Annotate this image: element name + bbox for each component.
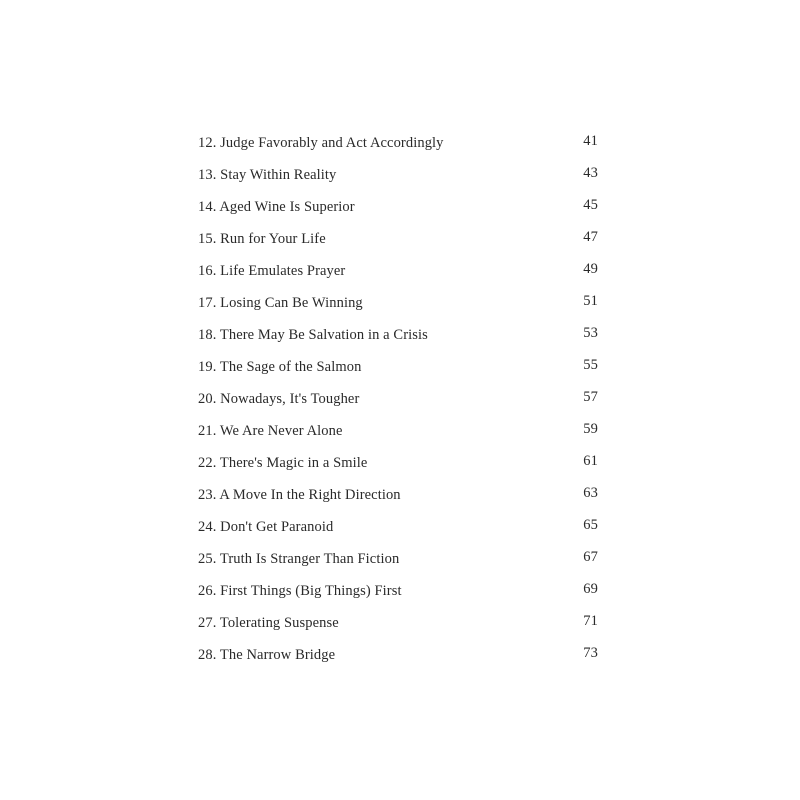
toc-entry [198, 517, 608, 549]
toc-entry-title: 20. Nowadays, It's Tougher [198, 391, 360, 407]
toc-entry-page-number: 65 [583, 517, 598, 533]
toc-entry [198, 549, 608, 581]
toc-entry-page-number: 47 [583, 229, 598, 245]
toc-entry-page-number: 67 [583, 549, 598, 565]
toc-entry [198, 581, 608, 613]
toc-entry-page-number: 73 [583, 645, 598, 661]
toc-entry-page-number: 71 [583, 613, 598, 629]
toc-entry-page-number: 63 [583, 485, 598, 501]
toc-entry-title: 16. Life Emulates Prayer [198, 263, 346, 279]
toc-entry-page-number: 43 [583, 165, 598, 181]
toc-entry-page-number: 57 [583, 389, 598, 405]
toc-entry [198, 197, 608, 229]
toc-entry [198, 229, 608, 261]
toc-entry-title: 13. Stay Within Reality [198, 167, 337, 183]
toc-entry-title: 27. Tolerating Suspense [198, 615, 339, 631]
toc-entry-page-number: 49 [583, 261, 598, 277]
toc-entry-title: 14. Aged Wine Is Superior [198, 199, 355, 215]
toc-entry-page-number: 55 [583, 357, 598, 373]
toc-entry-page-number: 61 [583, 453, 598, 469]
toc-entry [198, 613, 608, 645]
toc-entry-title: 25. Truth Is Stranger Than Fiction [198, 551, 400, 567]
toc-entry [198, 645, 608, 677]
toc-entry-title: 18. There May Be Salvation in a Crisis [198, 327, 428, 343]
toc-entry [198, 293, 608, 325]
toc-entry [198, 133, 608, 165]
toc-entry-title: 19. The Sage of the Salmon [198, 359, 362, 375]
toc-entry [198, 165, 608, 197]
toc-entry-title: 21. We Are Never Alone [198, 423, 343, 439]
toc-entry-title: 24. Don't Get Paranoid [198, 519, 334, 535]
toc-entry-title: 15. Run for Your Life [198, 231, 326, 247]
toc-entry [198, 389, 608, 421]
toc-entry [198, 485, 608, 517]
toc-entry-page-number: 59 [583, 421, 598, 437]
toc-entry-page-number: 41 [583, 133, 598, 149]
toc-list [198, 133, 608, 677]
toc-entry-title: 12. Judge Favorably and Act Accordingly [198, 135, 444, 151]
toc-entry-title: 22. There's Magic in a Smile [198, 455, 368, 471]
toc-entry-page-number: 53 [583, 325, 598, 341]
toc-entry [198, 325, 608, 357]
toc-entry-title: 28. The Narrow Bridge [198, 647, 336, 663]
toc-entry-page-number: 51 [583, 293, 598, 309]
toc-entry [198, 453, 608, 485]
toc-entry-page-number: 69 [583, 581, 598, 597]
toc-entry-title: 26. First Things (Big Things) First [198, 583, 402, 599]
toc-entry-page-number: 45 [583, 197, 598, 213]
toc-entry [198, 421, 608, 453]
toc-entry-title: 17. Losing Can Be Winning [198, 295, 363, 311]
toc-entry-title: 23. A Move In the Right Direction [198, 487, 401, 503]
toc-entry [198, 357, 608, 389]
toc-entry [198, 261, 608, 293]
